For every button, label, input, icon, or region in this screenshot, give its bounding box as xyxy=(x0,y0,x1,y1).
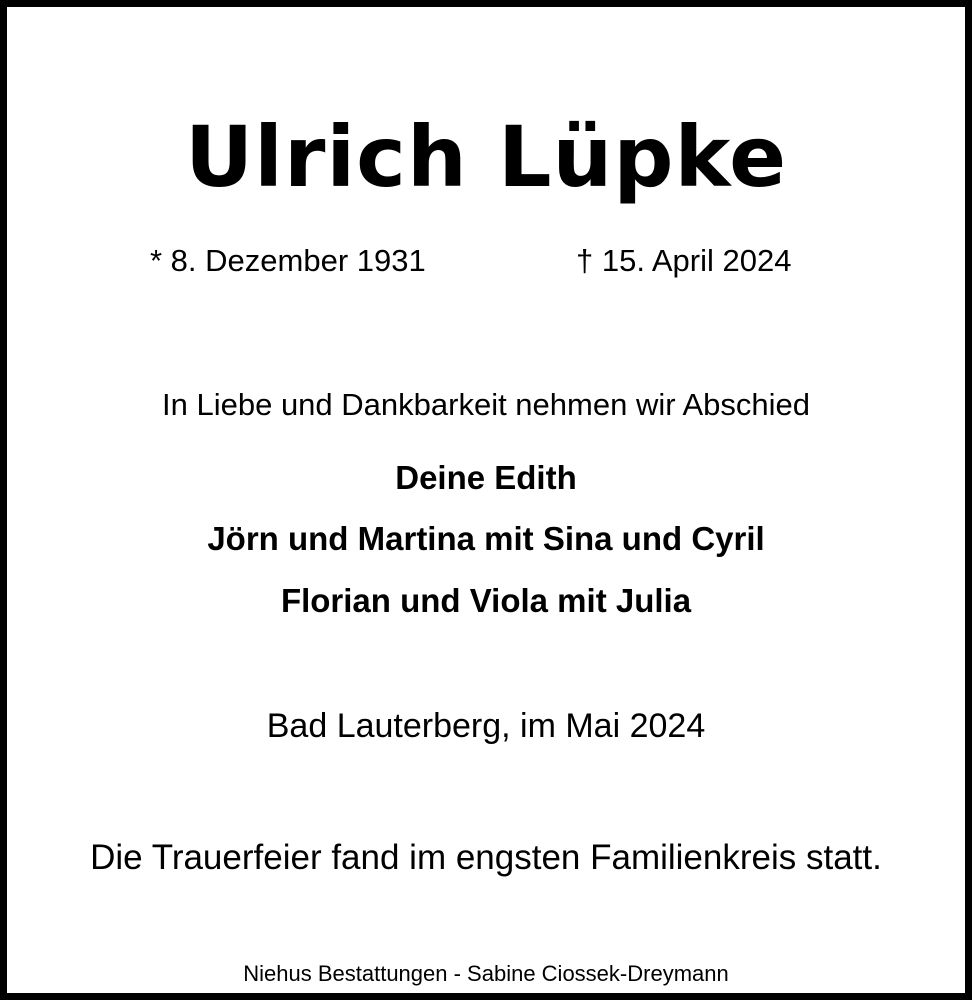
deceased-name: Ulrich Lüpke xyxy=(184,108,788,206)
mourner-line: Deine Edith xyxy=(395,459,577,496)
death-date: † 15. April 2024 xyxy=(576,243,792,278)
funeral-note: Die Trauerfeier fand im engsten Familienkreis statt. xyxy=(90,838,882,877)
mourner-line: Florian und Viola mit Julia xyxy=(280,582,692,619)
mourner-line: Jörn und Martina mit Sina und Cyril xyxy=(207,520,765,557)
life-dates xyxy=(7,239,965,283)
place-and-date: Bad Lauterberg, im Mai 2024 xyxy=(266,707,706,745)
farewell-text: In Liebe und Dankbarkeit nehmen wir Abschied xyxy=(162,387,810,422)
funeral-home: Niehus Bestattungen - Sabine Ciossek-Dreymann xyxy=(243,961,729,986)
birth-date: * 8. Dezember 1931 xyxy=(150,243,426,278)
